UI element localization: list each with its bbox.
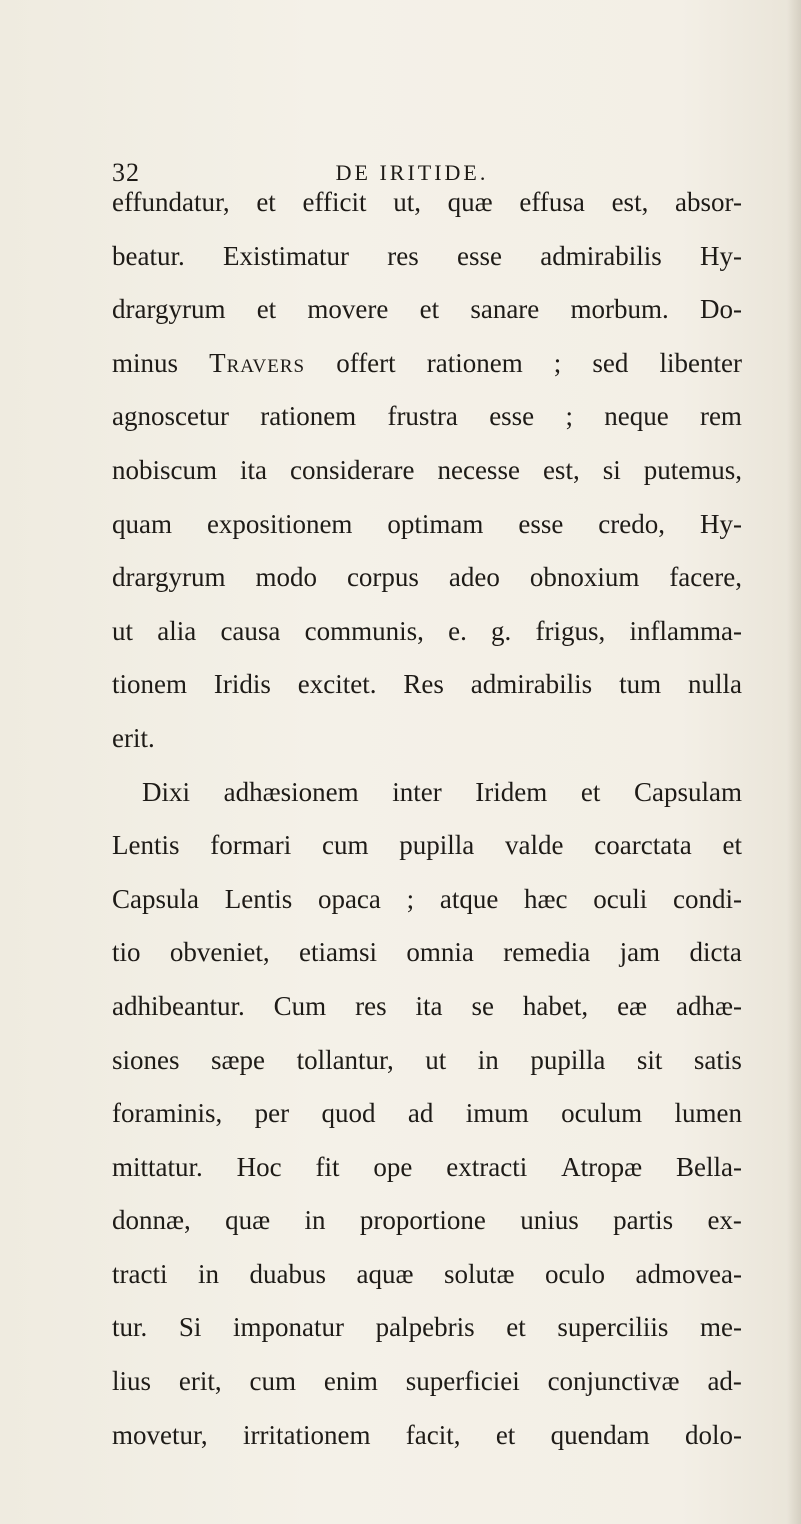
word: adhæ- bbox=[676, 990, 742, 1021]
word: aquæ bbox=[356, 1258, 414, 1289]
word: expositionem bbox=[206, 508, 353, 539]
word: Cum bbox=[273, 990, 327, 1021]
word: tionem bbox=[112, 669, 187, 700]
word: Do- bbox=[699, 294, 742, 325]
word: ut, bbox=[393, 187, 421, 217]
word: beatur. bbox=[112, 240, 185, 271]
word: conjunctivæ bbox=[547, 1366, 680, 1397]
word: ad- bbox=[707, 1366, 742, 1397]
word: drargyrum bbox=[112, 562, 226, 593]
word: remedia bbox=[503, 937, 591, 968]
text-line bbox=[112, 551, 742, 605]
word: inflamma- bbox=[629, 615, 742, 646]
word: e. bbox=[448, 615, 467, 646]
text-line bbox=[112, 1087, 742, 1141]
word: Res bbox=[403, 669, 444, 700]
word: partis bbox=[613, 1205, 674, 1236]
word: Atropæ bbox=[561, 1151, 643, 1182]
word: oculum bbox=[561, 1098, 643, 1129]
text-line bbox=[112, 1301, 742, 1355]
word: admovea- bbox=[635, 1258, 742, 1289]
word: Dixi bbox=[142, 776, 191, 807]
word: per bbox=[254, 1098, 290, 1129]
text-line bbox=[112, 283, 742, 337]
word: si bbox=[602, 454, 621, 485]
word: tracti bbox=[112, 1258, 168, 1289]
word: ope bbox=[373, 1151, 413, 1182]
word: oculi bbox=[593, 883, 648, 914]
text-line bbox=[112, 1355, 742, 1409]
word: Lentis bbox=[112, 830, 180, 861]
word: erit. bbox=[112, 722, 155, 753]
word: absor- bbox=[675, 187, 742, 217]
word: etiamsi bbox=[299, 937, 377, 968]
text-line bbox=[112, 444, 742, 498]
word: adeo bbox=[448, 562, 500, 593]
word: offert bbox=[336, 347, 396, 378]
word: agnoscetur bbox=[112, 401, 229, 432]
word: et bbox=[419, 294, 440, 325]
word: rationem bbox=[260, 401, 357, 432]
word: modo bbox=[255, 562, 317, 593]
word: quæ bbox=[225, 1205, 271, 1236]
page-number: 32 bbox=[112, 158, 140, 187]
text-line bbox=[112, 766, 742, 820]
word: cum bbox=[322, 830, 369, 861]
word: frigus, bbox=[535, 615, 606, 646]
word: pupilla bbox=[399, 830, 475, 861]
text-line bbox=[112, 605, 742, 659]
word: g. bbox=[491, 615, 512, 646]
word: omnia bbox=[406, 937, 474, 968]
word: et bbox=[256, 294, 277, 325]
word: admirabilis bbox=[540, 240, 662, 271]
word: formari bbox=[210, 830, 292, 861]
word: ut bbox=[425, 1044, 447, 1075]
word: solutæ bbox=[443, 1258, 515, 1289]
word: admirabilis bbox=[470, 669, 593, 700]
word: Hoc bbox=[236, 1151, 282, 1182]
word: res bbox=[355, 990, 387, 1021]
word: hæc bbox=[524, 883, 568, 914]
text-line bbox=[112, 1034, 742, 1088]
word: ex- bbox=[707, 1205, 742, 1236]
word: alia bbox=[157, 615, 197, 646]
word: tio bbox=[112, 937, 141, 968]
running-head: DE IRITIDE. bbox=[335, 160, 489, 185]
word: effundatur, bbox=[112, 187, 230, 217]
word: ita bbox=[240, 454, 268, 485]
word: rem bbox=[699, 401, 742, 432]
word: inter bbox=[392, 776, 442, 807]
word: mittatur. bbox=[112, 1151, 203, 1182]
word: imponatur bbox=[233, 1312, 345, 1343]
word: et bbox=[580, 776, 601, 807]
word: facit, bbox=[405, 1419, 461, 1450]
word: se bbox=[471, 990, 494, 1021]
body-text bbox=[112, 176, 742, 1462]
text-line bbox=[112, 337, 742, 391]
word: Bella- bbox=[676, 1151, 742, 1182]
word: dolo- bbox=[684, 1419, 742, 1450]
word: Capsulam bbox=[633, 776, 742, 807]
word: obveniet, bbox=[169, 937, 270, 968]
word: lumen bbox=[674, 1098, 742, 1129]
word: adhæsionem bbox=[223, 776, 359, 807]
text-line bbox=[112, 1409, 742, 1463]
word: optimam bbox=[387, 508, 484, 539]
word: in bbox=[197, 1258, 219, 1289]
text-line bbox=[112, 1194, 742, 1248]
word: Capsula bbox=[112, 883, 199, 914]
word: ita bbox=[415, 990, 443, 1021]
word: lius bbox=[112, 1366, 152, 1397]
word: ; bbox=[565, 401, 573, 432]
word: in bbox=[304, 1205, 326, 1236]
word: Hy- bbox=[699, 508, 742, 539]
word: rationem bbox=[426, 347, 523, 378]
word: movetur, bbox=[112, 1419, 208, 1450]
word: excitet. bbox=[297, 669, 377, 700]
word: irritationem bbox=[242, 1419, 371, 1450]
word: libenter bbox=[659, 347, 742, 378]
word: adhibeantur. bbox=[112, 990, 245, 1021]
word: sit bbox=[636, 1044, 663, 1075]
word: satis bbox=[693, 1044, 742, 1075]
word: esse bbox=[489, 401, 535, 432]
text-line bbox=[112, 390, 742, 444]
word: sanare bbox=[470, 294, 540, 325]
word: siones bbox=[112, 1044, 180, 1075]
word: proportione bbox=[359, 1205, 486, 1236]
word: sæpe bbox=[211, 1044, 266, 1075]
word: tur. bbox=[112, 1312, 148, 1343]
word: donnæ, bbox=[112, 1205, 191, 1236]
page-edge-shadow bbox=[787, 0, 801, 1524]
word: ; bbox=[406, 883, 415, 914]
word: palpebris bbox=[375, 1312, 475, 1343]
word: unius bbox=[520, 1205, 579, 1236]
word: eæ bbox=[617, 990, 648, 1021]
word: oculo bbox=[545, 1258, 606, 1289]
word: quæ bbox=[447, 187, 493, 217]
word: facere, bbox=[669, 562, 742, 593]
word: et bbox=[256, 187, 276, 217]
word: effusa bbox=[519, 187, 585, 217]
word: tum bbox=[619, 669, 662, 700]
word: habet, bbox=[522, 990, 589, 1021]
word: valde bbox=[505, 830, 564, 861]
word: causa bbox=[220, 615, 281, 646]
word: corpus bbox=[346, 562, 419, 593]
text-line bbox=[112, 819, 742, 873]
text-line bbox=[112, 712, 742, 766]
word: esse bbox=[457, 240, 502, 271]
word: fit bbox=[315, 1151, 340, 1182]
word: erit, bbox=[178, 1366, 222, 1397]
word: duabus bbox=[249, 1258, 326, 1289]
text-line bbox=[112, 176, 742, 230]
word: opaca bbox=[317, 883, 381, 914]
word: et bbox=[495, 1419, 516, 1450]
word: foraminis, bbox=[112, 1098, 223, 1129]
word: necesse bbox=[437, 454, 520, 485]
word: superciliis bbox=[557, 1312, 669, 1343]
text-line bbox=[112, 980, 742, 1034]
word: drargyrum bbox=[112, 294, 226, 325]
word: coarctata bbox=[594, 830, 692, 861]
text-line bbox=[112, 658, 742, 712]
word: est, bbox=[611, 187, 649, 217]
word: neque bbox=[604, 401, 669, 432]
word: nobiscum bbox=[112, 454, 217, 485]
word: quam bbox=[112, 508, 172, 539]
word: ad bbox=[407, 1098, 434, 1129]
word: et bbox=[506, 1312, 526, 1343]
word: ut bbox=[112, 615, 134, 646]
word: est, bbox=[542, 454, 580, 485]
word: dicta bbox=[689, 937, 742, 968]
word: Iridis bbox=[213, 669, 271, 700]
word: quod bbox=[321, 1098, 376, 1129]
word: extracti bbox=[446, 1151, 528, 1182]
word: putemus, bbox=[643, 454, 742, 485]
text-line bbox=[112, 230, 742, 284]
word: Si bbox=[178, 1312, 202, 1343]
word: nulla bbox=[687, 669, 742, 700]
word: esse bbox=[518, 508, 564, 539]
word: ; bbox=[553, 347, 562, 378]
word: sed bbox=[592, 347, 629, 378]
word: minus bbox=[112, 347, 179, 378]
word: jam bbox=[619, 937, 661, 968]
word: communis, bbox=[304, 615, 424, 646]
word: pupilla bbox=[530, 1044, 606, 1075]
text-line bbox=[112, 1248, 742, 1302]
word: efficit bbox=[302, 187, 367, 217]
word: considerare bbox=[290, 454, 415, 485]
word: Iridem bbox=[475, 776, 548, 807]
word: Hy- bbox=[700, 240, 742, 271]
word: in bbox=[477, 1044, 499, 1075]
word: Existimatur bbox=[223, 240, 349, 271]
word: quendam bbox=[550, 1419, 650, 1450]
word: atque bbox=[439, 883, 499, 914]
word: superficiei bbox=[405, 1366, 520, 1397]
word: imum bbox=[465, 1098, 529, 1129]
word: enim bbox=[323, 1366, 378, 1397]
word: condi- bbox=[672, 883, 742, 914]
word: tollantur, bbox=[296, 1044, 394, 1075]
word: cum bbox=[249, 1366, 296, 1397]
text-line bbox=[112, 873, 742, 927]
word: movere bbox=[307, 294, 389, 325]
word: obnoxium bbox=[529, 562, 640, 593]
word: Lentis bbox=[224, 883, 293, 914]
word: frustra bbox=[387, 401, 458, 432]
text-line bbox=[112, 926, 742, 980]
word: res bbox=[387, 240, 419, 271]
word: me- bbox=[700, 1312, 742, 1343]
text-line bbox=[112, 1141, 742, 1195]
word: Travers bbox=[209, 347, 306, 378]
word: et bbox=[722, 830, 742, 861]
word: credo, bbox=[598, 508, 665, 539]
word: morbum. bbox=[570, 294, 669, 325]
text-line bbox=[112, 498, 742, 552]
